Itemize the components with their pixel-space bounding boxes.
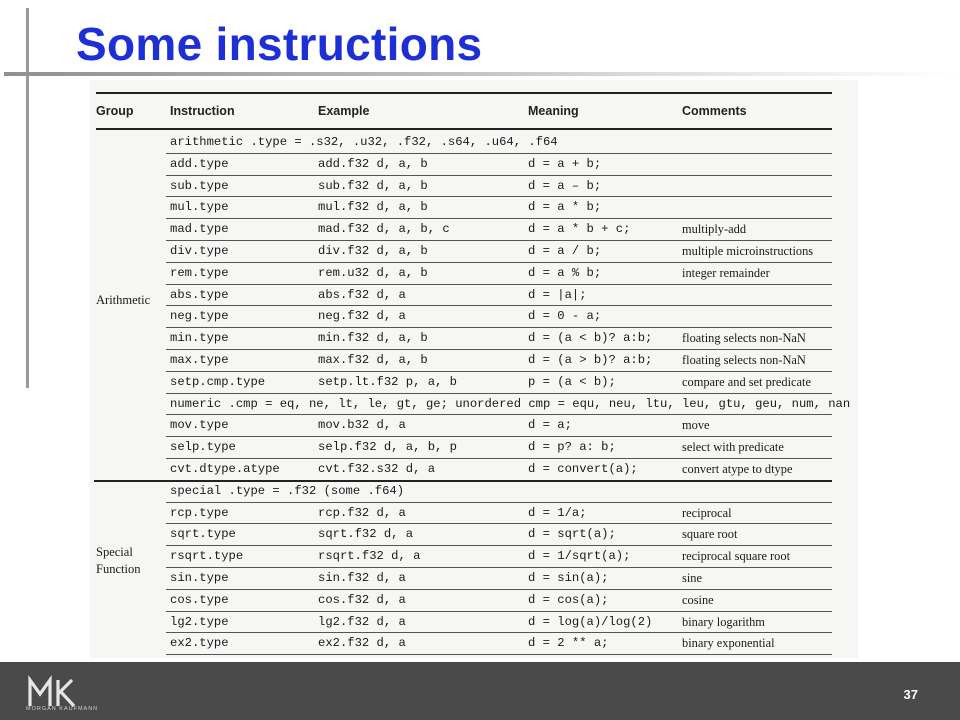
- instruction-cell: lg2.type: [170, 614, 229, 629]
- meaning-cell: d = a – b;: [528, 178, 602, 193]
- meaning-cell: d = convert(a);: [528, 462, 638, 476]
- example-cell: setp.lt.f32 p, a, b: [318, 374, 457, 389]
- instruction-cell: div.type: [170, 244, 229, 258]
- row-rule: [166, 458, 832, 459]
- meaning-cell: d = 2 ** a;: [528, 636, 609, 651]
- header-comments: Comments: [682, 104, 747, 118]
- header-group: Group: [96, 104, 134, 118]
- row-rule: [166, 654, 832, 655]
- row-rule: [166, 589, 832, 590]
- example-cell: ex2.f32 d, a: [318, 636, 406, 651]
- header-instruction: Instruction: [170, 104, 235, 118]
- comment-cell: reciprocal square root: [682, 549, 791, 564]
- comment-cell: sine: [682, 571, 702, 585]
- instruction-cell: sub.type: [170, 178, 229, 193]
- type-spec-row: arithmetic .type = .s32, .u32, .f32, .s64, .u64, .f64: [170, 135, 558, 149]
- instruction-table: [90, 80, 858, 658]
- row-rule: [166, 393, 832, 394]
- comment-cell: reciprocal: [682, 505, 732, 520]
- row-rule: [166, 327, 832, 328]
- meaning-cell: p = (a < b);: [528, 374, 616, 389]
- meaning-cell: d = 1/a;: [528, 505, 587, 520]
- example-cell: lg2.f32 d, a: [318, 614, 406, 629]
- instruction-cell: rsqrt.type: [170, 549, 244, 564]
- example-cell: min.f32 d, a, b: [318, 331, 428, 346]
- row-rule: [166, 436, 832, 437]
- meaning-cell: d = a * b;: [528, 200, 602, 215]
- example-cell: max.f32 d, a, b: [318, 353, 428, 367]
- comment-cell: select with predicate: [682, 440, 784, 455]
- comment-cell: floating selects non-NaN: [682, 353, 806, 367]
- example-cell: selp.f32 d, a, b, p: [318, 440, 457, 455]
- meaning-cell: d = a;: [528, 418, 572, 433]
- logo-subtitle: MORGAN KAUFMANN: [26, 706, 99, 712]
- row-rule: [94, 480, 832, 482]
- row-rule: [166, 545, 832, 546]
- example-cell: rsqrt.f32 d, a: [318, 549, 421, 564]
- meaning-cell: d = a % b;: [528, 265, 602, 280]
- comment-cell: cosine: [682, 592, 714, 607]
- meaning-cell: d = log(a)/log(2): [528, 614, 653, 629]
- meaning-cell: d = p? a: b;: [528, 440, 616, 455]
- meaning-cell: d = |a|;: [528, 287, 587, 302]
- comment-cell: integer remainder: [682, 265, 770, 280]
- meaning-cell: d = a / b;: [528, 244, 602, 258]
- instruction-cell: selp.type: [170, 440, 236, 455]
- slide-title: Some instructions: [76, 18, 483, 70]
- example-cell: sin.f32 d, a: [318, 571, 406, 585]
- row-rule: [166, 262, 832, 263]
- header-example: Example: [318, 104, 370, 118]
- example-cell: mov.b32 d, a: [318, 418, 406, 433]
- instruction-cell: sin.type: [170, 571, 229, 585]
- comment-cell: convert atype to dtype: [682, 462, 793, 476]
- header-meaning: Meaning: [528, 104, 579, 118]
- comment-cell: compare and set predicate: [682, 374, 812, 389]
- instruction-cell: max.type: [170, 353, 229, 367]
- row-rule: [166, 196, 832, 197]
- instruction-cell: neg.type: [170, 309, 229, 324]
- meaning-cell: d = 0 - a;: [528, 309, 602, 324]
- example-cell: rem.u32 d, a, b: [318, 265, 428, 280]
- comment-cell: move: [682, 418, 710, 433]
- meaning-cell: d = (a > b)? a:b;: [528, 353, 653, 367]
- instruction-cell: rem.type: [170, 265, 229, 280]
- meaning-cell: d = sqrt(a);: [528, 527, 616, 542]
- page-number: 37: [903, 687, 918, 702]
- row-rule: [166, 502, 832, 503]
- comment-cell: multiply-add: [682, 222, 747, 237]
- instruction-cell: abs.type: [170, 287, 229, 302]
- meaning-cell: d = a * b + c;: [528, 222, 631, 237]
- group-label-special-function: Special Function: [96, 545, 141, 576]
- slide-footer: [0, 662, 960, 720]
- example-cell: sqrt.f32 d, a: [318, 527, 414, 542]
- instruction-cell: mad.type: [170, 222, 229, 237]
- instruction-cell: sqrt.type: [170, 527, 236, 542]
- header-bottom-rule: [96, 128, 832, 130]
- row-rule: [166, 632, 832, 633]
- type-spec-row: special .type = .f32 (some .f64): [170, 483, 405, 498]
- row-rule: [166, 371, 832, 372]
- instruction-cell: cvt.dtype.atype: [170, 462, 280, 476]
- instruction-cell: ex2.type: [170, 636, 229, 651]
- example-cell: add.f32 d, a, b: [318, 156, 428, 171]
- type-spec-row: numeric .cmp = eq, ne, lt, le, gt, ge; unordered cmp = equ, neu, ltu, leu, gtu, geu, num, nan: [170, 396, 851, 411]
- table-top-rule: [96, 92, 832, 94]
- instruction-cell: add.type: [170, 156, 229, 171]
- meaning-cell: d = (a < b)? a:b;: [528, 331, 653, 346]
- instruction-cell: mov.type: [170, 418, 229, 433]
- row-rule: [166, 284, 832, 285]
- row-rule: [166, 240, 832, 241]
- example-cell: rcp.f32 d, a: [318, 505, 406, 520]
- row-rule: [166, 218, 832, 219]
- example-cell: cos.f32 d, a: [318, 592, 406, 607]
- instruction-cell: mul.type: [170, 200, 229, 215]
- row-rule: [166, 175, 832, 176]
- example-cell: abs.f32 d, a: [318, 287, 406, 302]
- group-label-arithmetic: Arithmetic: [96, 293, 151, 307]
- comment-cell: binary exponential: [682, 636, 775, 651]
- meaning-cell: d = a + b;: [528, 156, 602, 171]
- instruction-cell: setp.cmp.type: [170, 374, 266, 389]
- row-rule: [166, 414, 832, 415]
- row-rule: [166, 305, 832, 306]
- meaning-cell: d = sin(a);: [528, 571, 609, 585]
- slide-horizontal-rule: [4, 72, 960, 76]
- instruction-cell: min.type: [170, 331, 229, 346]
- example-cell: mad.f32 d, a, b, c: [318, 222, 450, 237]
- meaning-cell: d = cos(a);: [528, 592, 609, 607]
- comment-cell: binary logarithm: [682, 614, 765, 629]
- row-rule: [166, 153, 832, 154]
- meaning-cell: d = 1/sqrt(a);: [528, 549, 631, 564]
- example-cell: mul.f32 d, a, b: [318, 200, 428, 215]
- instruction-cell: rcp.type: [170, 505, 229, 520]
- row-rule: [166, 523, 832, 524]
- example-cell: neg.f32 d, a: [318, 309, 406, 324]
- row-rule: [166, 567, 832, 568]
- example-cell: cvt.f32.s32 d, a: [318, 462, 436, 476]
- slide-vertical-rule: [26, 8, 29, 388]
- example-cell: sub.f32 d, a, b: [318, 178, 428, 193]
- comment-cell: multiple microinstructions: [682, 244, 814, 258]
- comment-cell: floating selects non-NaN: [682, 331, 806, 346]
- comment-cell: square root: [682, 527, 738, 542]
- row-rule: [166, 349, 832, 350]
- row-rule: [166, 611, 832, 612]
- example-cell: div.f32 d, a, b: [318, 244, 428, 258]
- instruction-cell: cos.type: [170, 592, 229, 607]
